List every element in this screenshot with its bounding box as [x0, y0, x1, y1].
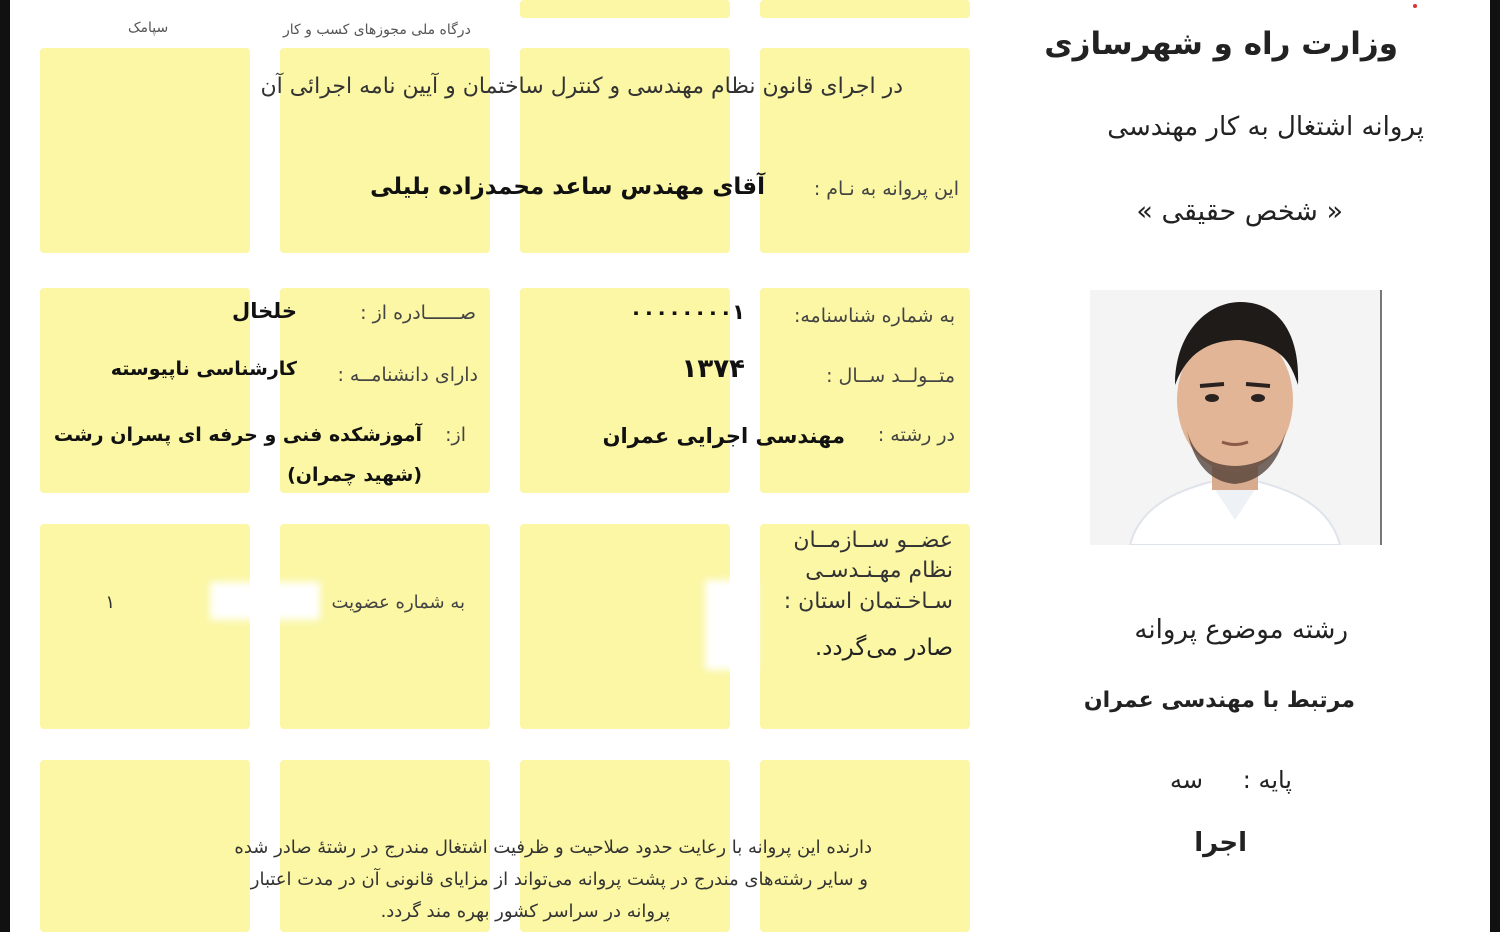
id-number-label: به شماره شناسنامه:: [793, 305, 955, 327]
issued-from-value: خلخال: [232, 299, 297, 323]
grade-label: پایه :: [1242, 766, 1292, 794]
membership-line-3: سـاخـتمان استان :: [783, 589, 953, 614]
id-number-value: ۰۰۰۰۰۰۰۰۱: [629, 300, 745, 324]
footer-line-1: دارنده این پروانه با رعایت حدود صلاحیت و ظرفیت اشتغال مندرج در رشتهٔ صادر شده: [234, 837, 872, 858]
membership-issued: صادر می‌گردد.: [814, 635, 953, 661]
membership-number-label: به شماره عضویت: [331, 592, 465, 613]
portal-name: درگاه ملی مجوزهای کسب و کار: [283, 22, 471, 38]
from-label: از:: [445, 424, 466, 446]
footer-line-3: پروانه در سراسر کشور بهره مند گردد.: [380, 901, 670, 922]
from-value-1: آموزشکده فنی و حرفه ای پسران رشت: [53, 424, 422, 446]
competence-value: اجرا: [1194, 828, 1247, 858]
degree-value: کارشناسی ناپیوسته: [110, 358, 297, 380]
person-photo-icon: [1090, 290, 1380, 545]
from-value-2: (شهید چمران): [287, 464, 422, 486]
subject-value: مرتبط با مهندسی عمران: [1083, 688, 1355, 713]
membership-line-2: نظام مهـنـدسـی: [805, 558, 953, 583]
redaction: [210, 582, 320, 620]
footer-line-2: و سایر رشته‌های مندرج در پشت پروانه می‌تواند از مزایای قانونی آن در مدت اعتبار: [250, 869, 868, 890]
holder-label: این پروانه به نـام :: [813, 178, 959, 200]
ministry-title: وزارت راه و شهرسازی: [1044, 26, 1398, 62]
person-type: « شخص حقیقی »: [1136, 196, 1343, 227]
left-border: [0, 0, 10, 932]
red-dot: [1413, 4, 1417, 8]
subject-title: رشته موضوع پروانه: [1134, 615, 1348, 645]
holder-name: آقای مهندس ساعد محمدزاده بلیلی: [370, 174, 765, 200]
brand-name: سپامک: [128, 20, 169, 36]
field-value: مهندسی اجرایی عمران: [602, 424, 845, 448]
holder-photo: [1090, 290, 1382, 545]
field-label: در رشته :: [877, 424, 955, 446]
degree-label: دارای دانشنامــه :: [337, 364, 478, 386]
issued-from-label: صــــــادره از :: [360, 302, 476, 324]
grade-value: سه: [1170, 766, 1203, 794]
right-border: [1490, 0, 1500, 932]
membership-line-1: عضــو ســازمــان: [793, 528, 953, 553]
birth-year-value: ۱۳۷۴: [681, 354, 745, 384]
license-title: پروانه اشتغال به کار مهندسی: [1107, 112, 1424, 142]
membership-number-value: ۱: [105, 592, 115, 613]
intro-line: در اجرای قانون نظام مهندسی و کنترل ساختمان و آیین نامه اجرائی آن: [260, 74, 903, 99]
redaction: [705, 580, 757, 670]
birth-year-label: متــولــد ســال :: [826, 365, 955, 387]
